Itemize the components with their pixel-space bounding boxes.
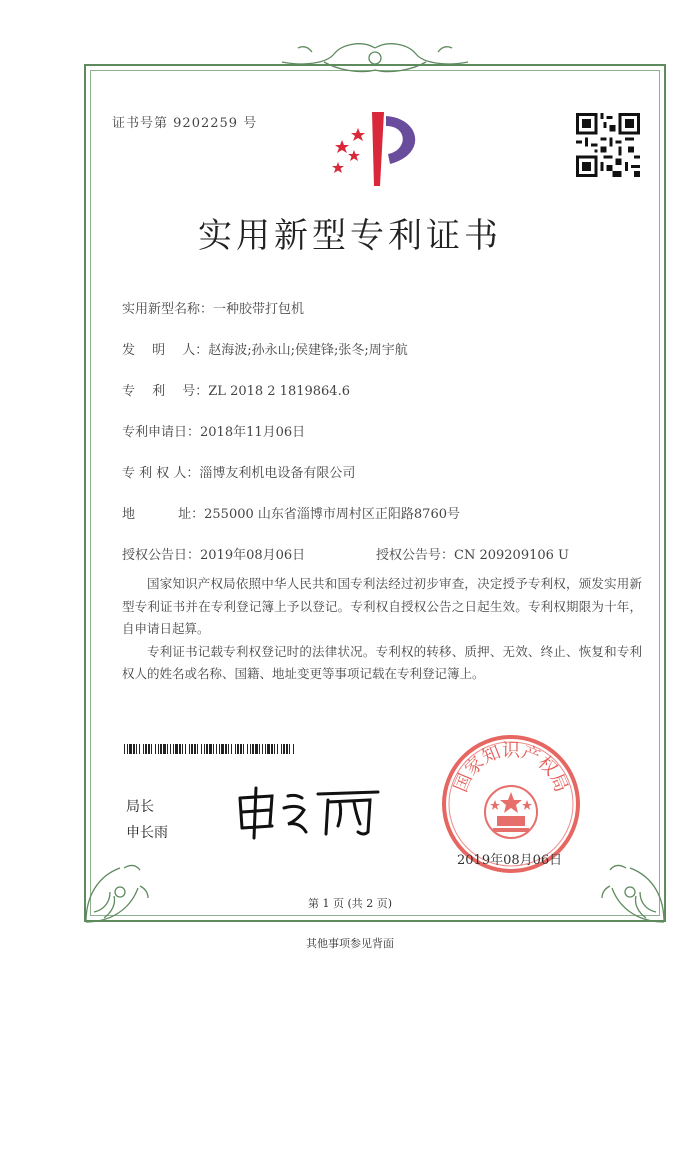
seal-text: 国家知识产权局 <box>450 740 572 796</box>
field-address-value: 255000 山东省淄博市周村区正阳路8760号 <box>204 507 460 522</box>
certificate-number <box>112 112 257 131</box>
field-address <box>122 503 460 522</box>
field-grant-date <box>122 544 305 563</box>
field-inventors <box>122 339 408 358</box>
field-name-label: 实用新型名称： <box>122 302 214 317</box>
field-grant-number-label: 授权公告号： <box>376 548 455 563</box>
certificate-number-value: 9202259 <box>173 116 239 131</box>
field-name-value: 一种胶带打包机 <box>213 302 305 317</box>
back-note: 其他事项参见背面 <box>306 937 394 950</box>
field-patent-number-label: 专 利 号： <box>122 384 209 399</box>
field-name <box>122 298 304 317</box>
field-inventors-label: 发 明 人： <box>122 343 209 358</box>
body-paragraph-1: 国家知识产权局依照中华人民共和国专利法经过初步审查，决定授予专利权，颁发实用新型专利证书并在专利登记簿上予以登记。专利权自授权公告之日起生效。专利权期限为十年，自申请日起算。 <box>122 576 642 636</box>
field-filing-date <box>122 421 305 440</box>
field-filing-date-value: 2018年11月06日 <box>200 425 306 440</box>
field-grant-date-value: 2019年08月06日 <box>200 548 306 563</box>
certificate-body <box>122 573 642 686</box>
field-grant-number <box>376 544 569 563</box>
field-patentee <box>122 462 355 481</box>
field-patentee-label: 专 利 权 人： <box>122 466 200 481</box>
bottom-right-ornament <box>594 852 670 926</box>
top-ornament <box>272 40 478 76</box>
certificate-title: 实用新型专利证书 <box>198 216 502 256</box>
body-paragraph-2: 专利证书记载专利权登记时的法律状况。专利权的转移、质押、无效、终止、恢复和专利权人的姓名或名称、国籍、地址变更等事项记载在专利登记簿上。 <box>122 643 642 681</box>
barcode <box>124 744 296 754</box>
seal-date: 2019年08月06日 <box>457 853 563 868</box>
certificate-number-label: 证书号第 <box>112 116 169 131</box>
director-title: 局长 <box>126 799 154 815</box>
field-inventors-value: 赵海波;孙永山;侯建锋;张冬;周宇航 <box>208 343 408 358</box>
bottom-left-ornament <box>80 852 156 926</box>
field-patent-number <box>122 380 350 399</box>
field-filing-date-label: 专利申请日： <box>122 425 201 440</box>
page-indicator: 第 1 页 (共 2 页) <box>307 897 393 910</box>
field-address-label: 地 址： <box>122 507 205 522</box>
director-signature <box>232 784 382 840</box>
certificate-number-suffix: 号 <box>243 116 258 131</box>
qr-code <box>576 113 640 177</box>
field-patentee-value: 淄博友利机电设备有限公司 <box>199 466 356 481</box>
field-patent-number-value: ZL 2018 2 1819864.6 <box>208 384 350 399</box>
field-grant-date-label: 授权公告日： <box>122 548 201 563</box>
cnipa-logo <box>320 106 430 190</box>
director-name: 申长雨 <box>126 825 168 841</box>
field-grant-number-value: CN 209209106 U <box>454 548 569 563</box>
